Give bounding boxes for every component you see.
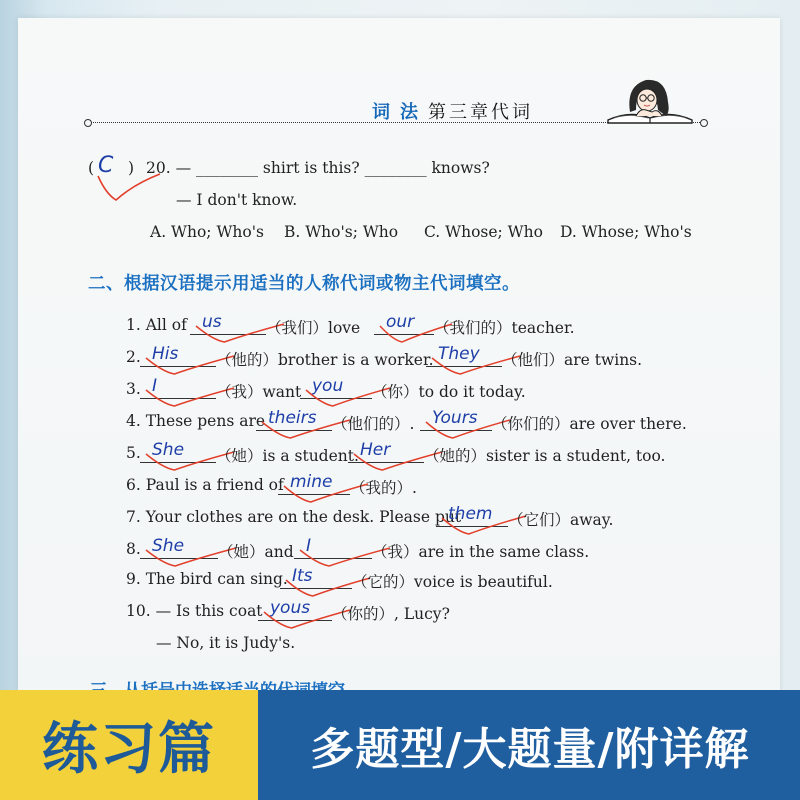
item-text: （她的）sister is a student, too. [424, 447, 666, 465]
item-text: （她）and [218, 543, 294, 561]
handwritten-answer: His [152, 344, 179, 364]
handwritten-answer: Its [292, 566, 313, 586]
item-text: 1. All of [126, 316, 187, 334]
q20-bracket-close: ) [128, 159, 135, 177]
q20-bracket-open: ( [88, 159, 95, 177]
handwritten-answer: Her [360, 440, 391, 460]
banner-left-label: 练习篇 [42, 717, 216, 782]
item-text: 3. [126, 380, 141, 398]
q20-response: — I don't know. [176, 191, 298, 209]
item-text: （我）want [216, 383, 302, 401]
item-text: 2. [126, 348, 141, 366]
item-text: 10. — Is this coat [126, 602, 263, 620]
handwritten-answer: them [448, 504, 493, 524]
item-text: （我们）love [266, 319, 361, 337]
handwritten-answer: Yours [432, 408, 478, 428]
handwritten-answer: our [386, 312, 415, 332]
item-text: （它们）away. [508, 511, 614, 529]
item-text: 9. The bird can sing. [126, 570, 288, 588]
handwritten-answer: She [152, 440, 185, 460]
item-text: （她）is a student. [216, 447, 359, 465]
reading-girl-illustration [600, 76, 700, 124]
q20-option-c: C. Whose; Who [424, 223, 543, 241]
item-text: 5. [126, 444, 141, 462]
item-text: （你的）, Lucy? [332, 605, 450, 623]
item-text: 8. [126, 540, 141, 558]
q20-option-a: A. Who; Who's [150, 223, 264, 241]
item-text: （你们的）are over there. [492, 415, 687, 433]
chapter-title [372, 98, 533, 124]
banner-right-label: 多题型/大题量/附详解 [310, 724, 750, 775]
section-2-title: 二、根据汉语提示用适当的人称代词或物主代词填空。 [88, 274, 520, 294]
handwritten-answer: theirs [268, 408, 317, 428]
handwritten-answer: I [306, 536, 312, 556]
q20-answer: C [98, 153, 114, 178]
handwritten-answer: I [152, 376, 158, 396]
divider-end-dot [700, 119, 708, 127]
item-text: 7. Your clothes are on the desk. Please put [126, 508, 462, 526]
handwritten-answer: She [152, 536, 185, 556]
item-text: （我）are in the same class. [372, 543, 590, 561]
divider-end-dot [84, 119, 92, 127]
handwritten-answer: yous [270, 598, 311, 618]
handwritten-answer: mine [290, 472, 333, 492]
item-text: （他的）brother is a worker. [216, 351, 434, 369]
item-text: （我们的）teacher. [434, 319, 575, 337]
q20-question: 20. — ________ shirt is this? ________ knows? [146, 159, 490, 177]
item-text: 6. Paul is a friend of [126, 476, 284, 494]
item-text: （我的）. [350, 479, 417, 497]
item-text: （它的）voice is beautiful. [352, 573, 553, 591]
item-text: （你）to do it today. [372, 383, 526, 401]
q20-option-b: B. Who's; Who [284, 223, 399, 241]
chapter-part2: 第三章代词 [428, 102, 533, 123]
item-text: 4. These pens are [126, 412, 266, 430]
item-text: （他们）are twins. [502, 351, 643, 369]
item-10-reply: — No, it is Judy's. [156, 634, 296, 652]
q20-option-d: D. Whose; Who's [560, 223, 692, 241]
handwritten-answer: us [202, 312, 222, 332]
handwritten-answer: They [438, 344, 480, 364]
chapter-part1: 词法 [372, 102, 428, 123]
handwritten-answer: you [312, 376, 344, 396]
item-text: （他们的）. [332, 415, 415, 433]
